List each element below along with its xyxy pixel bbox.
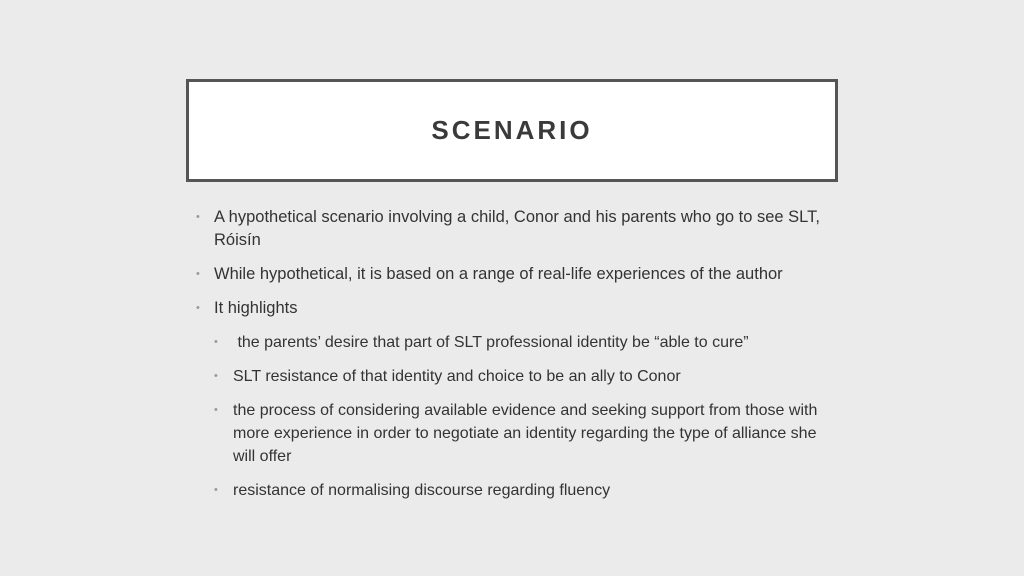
- sub-bullet-item: [210, 365, 840, 388]
- bullet-marker-icon: •: [196, 268, 200, 280]
- bullet-marker-icon: •: [196, 302, 200, 314]
- bullet-text: It highlights: [214, 299, 298, 317]
- sub-bullet-item: [210, 399, 818, 468]
- bullet-text: resistance of normalising discourse regarding fluency: [233, 482, 611, 499]
- bullet-marker-icon: •: [214, 484, 218, 496]
- bullet-list: [190, 206, 840, 513]
- bullet-text: SLT resistance of that identity and choice to be an ally to Conor: [233, 368, 681, 385]
- bullet-text: A hypothetical scenario involving a child, Conor and his parents who go to see SLT, Róisín: [214, 208, 820, 249]
- sub-bullet-item: [210, 331, 840, 354]
- bullet-text: the parents’ desire that part of SLT professional identity be “able to cure”: [233, 334, 749, 351]
- bullet-text: While hypothetical, it is based on a range of real-life experiences of the author: [214, 265, 783, 283]
- bullet-marker-icon: •: [214, 336, 218, 348]
- title-box: [186, 79, 838, 182]
- bullet-marker-icon: •: [196, 211, 200, 223]
- bullet-item: [190, 297, 840, 320]
- bullet-text: the process of considering available evidence and seeking support from those with more experience in order to negotiate an identity regarding the type of alliance she will offer: [233, 402, 818, 465]
- sub-bullet-item: [210, 479, 840, 502]
- slide-title: SCENARIO: [431, 115, 593, 145]
- bullet-marker-icon: •: [214, 404, 218, 416]
- bullet-item: [190, 263, 840, 286]
- bullet-item: [190, 206, 834, 252]
- bullet-marker-icon: •: [214, 370, 218, 382]
